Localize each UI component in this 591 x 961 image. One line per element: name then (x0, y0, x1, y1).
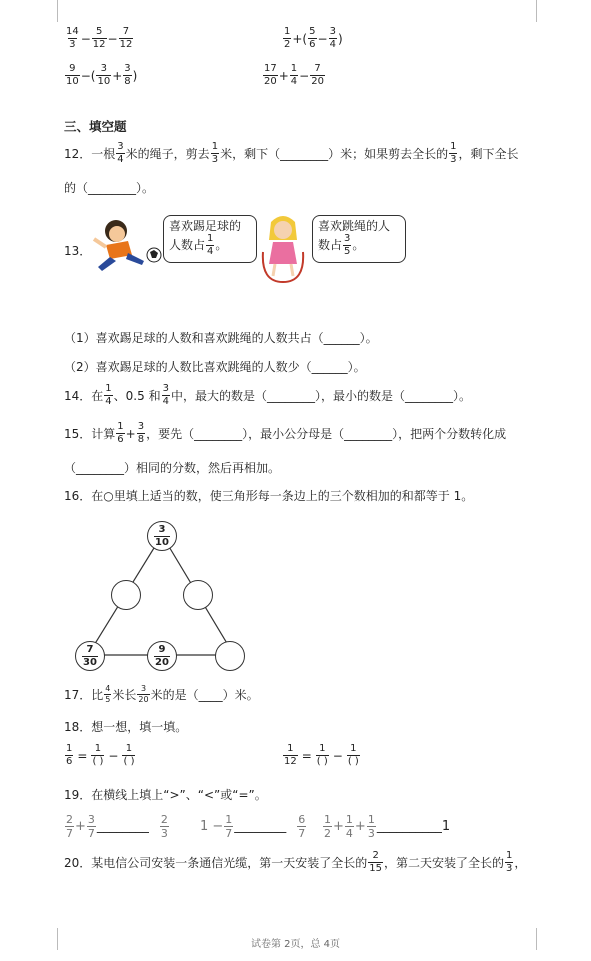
triangle-circle-bottom-middle: 9 20 (147, 641, 177, 671)
question-15-line-1: 15． 计算 1 6 + $\frac{3}{8}$ ，要先（________），最小公分母是（________），把两个分数转化成 (64, 421, 507, 445)
boy-football-illustration (92, 215, 164, 275)
section-title: 三、填空题 (64, 119, 127, 134)
question-13-sub-2: （2）喜欢踢足球的人数比喜欢跳绳的人数少（______）。 (64, 360, 366, 374)
question-20: 20． 某电信公司安装一条通信光缆，第一天安装了全长的 2 15 ，第二天安装了全长的 1 3 ， (64, 850, 527, 874)
question-18-text: 18．想一想，填一填。 (64, 720, 188, 734)
football-speech-bubble: 喜欢踢足球的 人数占 1 4 。 (163, 215, 257, 263)
triangle-circle-bottom-right[interactable] (215, 641, 245, 671)
page-footer: 试卷第 2页，总 4页 (250, 939, 341, 950)
question-15-line-2: （________）相同的分数，然后再相加。 (64, 461, 281, 475)
question-13-number: 13． (64, 244, 92, 258)
crop-mark-top-right (536, 0, 559, 22)
crop-mark-top-left (35, 0, 58, 22)
question-19-compare-1: 2 7 + $\frac{3}{7}$ ________ 2 3 (66, 813, 168, 840)
question-13-sub-1: （1）喜欢踢足球的人数和喜欢跳绳的人数共占（______）。 (64, 331, 378, 345)
question-12-line-1: 12． 一根 3 4 米的绳子，剪去 1 3 米，剩下（________）米；如果剪去全长的 1 3 ，剩下全长 (64, 141, 519, 165)
triangle-circle-left-middle[interactable] (111, 580, 141, 610)
question-19-compare-3: 1 2 + $\frac{1}{4}$ + $\frac{1}{3}$ __________ 1 (324, 813, 451, 840)
question-19-text: 19．在横线上填上“>”、“<”或“=”。 (64, 788, 267, 802)
question-17: 17． 比 4 5 米长 3 20 米的是（____）米。 (64, 684, 259, 704)
girl-jump-rope-illustration (255, 212, 311, 284)
calc-expression-2: 1 2 +( 5 6 − $\frac{3}{4}$ ) (284, 26, 343, 50)
question-16-text: 16．在○里填上适当的数，使三角形每一条边上的三个数相加的和都等于 1。 (64, 489, 474, 503)
calc-expression-4: 17 20 + $\frac{1}{4}$ − $\frac{7}{20}$ (264, 63, 324, 87)
jump-rope-speech-bubble: 喜欢跳绳的人 数占 3 5 。 (312, 215, 406, 263)
triangle-circle-right-middle[interactable] (183, 580, 213, 610)
question-14: 14． 在 1 4 、0.5 和 3 4 中，最大的数是（________），最小的数是（________）。 (64, 383, 471, 407)
question-18-equation-b: $\frac{1}{12}$ = 1 ( ) − 1 ( ) (284, 743, 359, 767)
question-18-equation-a: $\frac{1}{6}$ = 1 ( ) − 1 ( ) (66, 743, 135, 767)
triangle-circle-bottom-left: 7 30 (75, 641, 105, 671)
calc-expression-3: 9 10 −( 3 10 + $\frac{3}{8}$ ) (66, 63, 138, 87)
question-19-compare-2: 1 − $\frac{1}{7}$ ________ 6 7 (200, 813, 306, 840)
triangle-circle-top: 3 10 (147, 521, 177, 551)
calc-expression-1: 14 3 − $\frac{5}{12}$ − $\frac{7}{12}$ (66, 26, 133, 50)
question-12-line-2: 的（________）。 (64, 181, 155, 195)
